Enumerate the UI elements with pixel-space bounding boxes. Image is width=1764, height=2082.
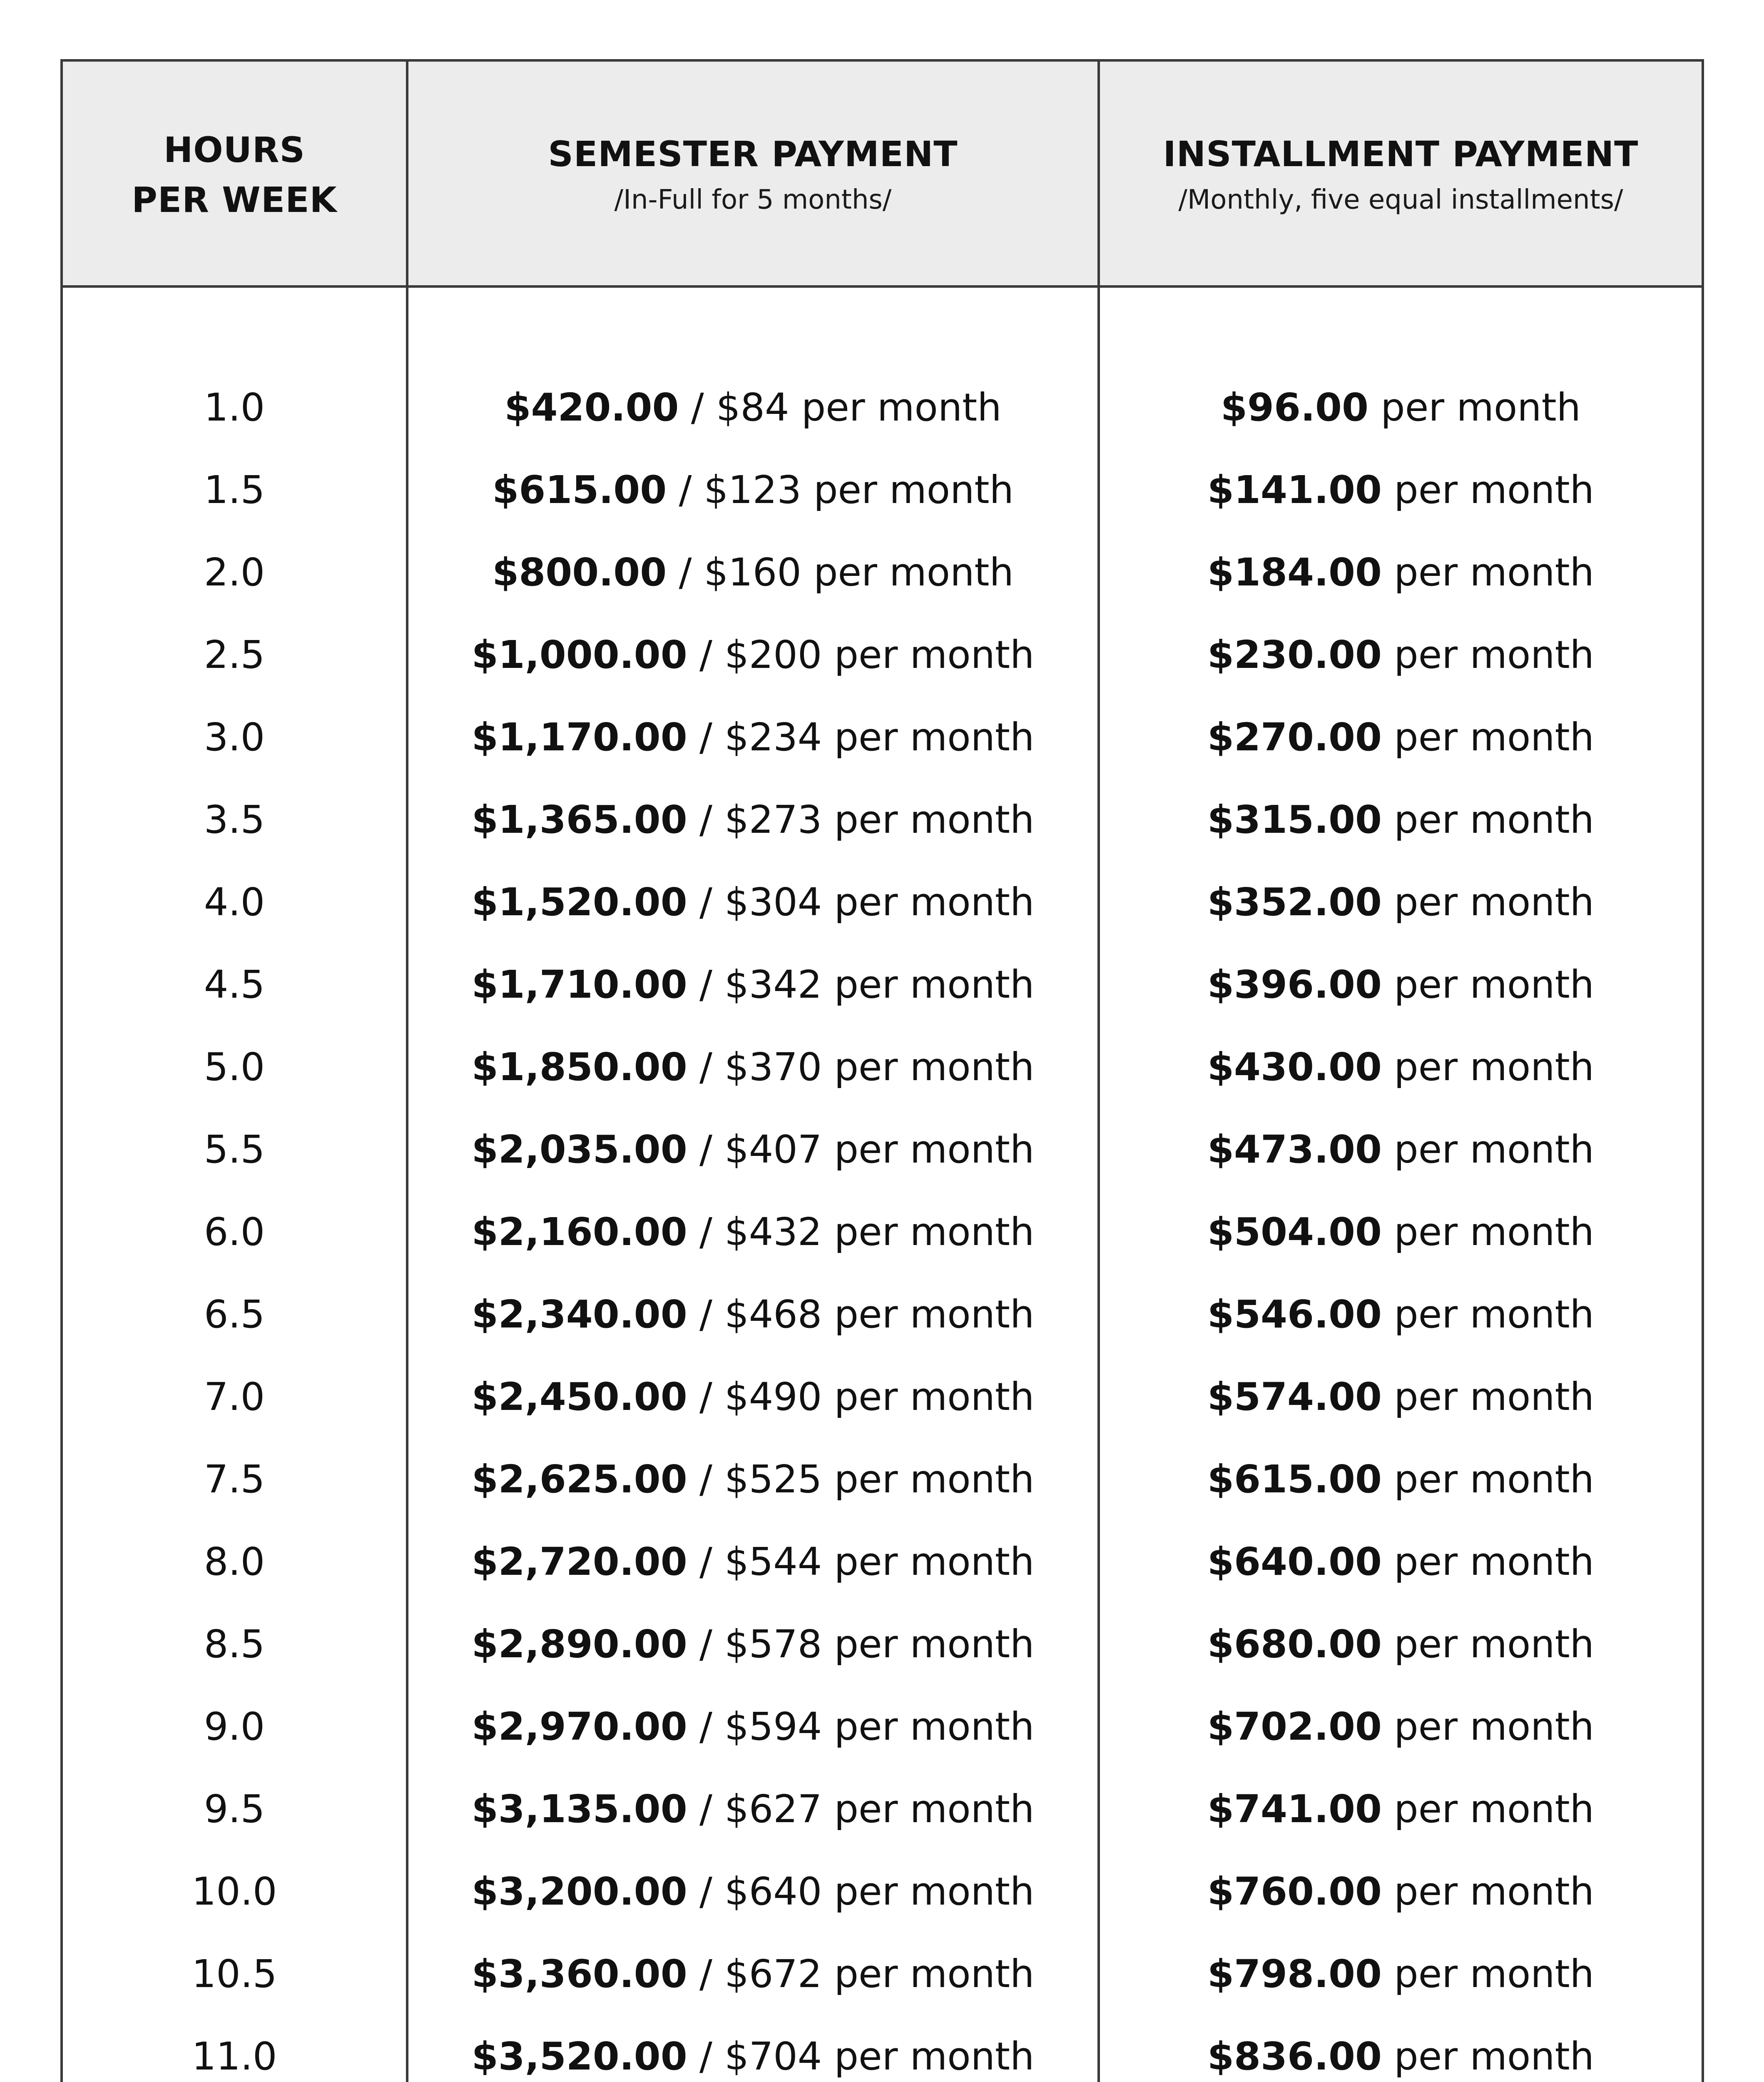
table-row [63,696,1702,778]
hours-cell [63,1438,406,1520]
installment-payment-cell [1100,861,1702,943]
semester-payment-cell [408,1438,1097,1520]
hours-value: 2.5 [204,632,265,677]
per-month-label: per month [1382,1539,1594,1584]
table-row [63,1026,1702,1108]
per-month-label: per month [1382,715,1594,760]
per-month-label: per month [822,1869,1035,1914]
semester-total: $2,720.00 [471,1539,687,1584]
semester-total: $3,520.00 [471,2034,687,2079]
hours-value: 4.0 [204,879,265,924]
semester-payment-cell [408,1273,1097,1355]
semester-total: $3,360.00 [471,1951,687,1996]
semester-monthly: $160 [704,550,801,595]
semester-monthly: $468 [724,1292,822,1337]
hours-value: 10.5 [192,1951,277,1996]
semester-total: $1,520.00 [471,879,687,924]
table-row [63,531,1702,613]
table-row [63,613,1702,696]
semester-payment-cell [408,1026,1097,1108]
per-month-label: per month [1382,550,1594,595]
table-row [63,1355,1702,1438]
semester-monthly: $273 [724,797,822,842]
semester-payment-cell [408,613,1097,696]
separator: / [679,385,716,430]
installment-payment-cell [1100,366,1702,448]
hours-cell [63,2015,406,2082]
header-hours-line1: HOURS [163,129,306,170]
semester-monthly: $525 [724,1457,822,1502]
per-month-label: per month [1382,1621,1594,1666]
per-month-label: per month [1382,1951,1594,1996]
installment-amount: $680.00 [1207,1621,1382,1666]
semester-total: $3,200.00 [471,1869,687,1914]
semester-total: $1,710.00 [471,962,687,1007]
semester-total: $1,365.00 [471,797,687,842]
semester-total: $2,450.00 [471,1374,687,1419]
per-month-label: per month [1382,1044,1594,1089]
hours-value: 3.0 [204,715,265,760]
separator: / [687,1869,725,1914]
installment-amount: $473.00 [1207,1127,1382,1172]
installment-amount: $798.00 [1207,1951,1382,1996]
per-month-label: per month [1382,1374,1594,1419]
hours-cell [63,366,406,448]
per-month-label: per month [822,1457,1035,1502]
semester-monthly: $304 [724,879,822,924]
hours-value: 9.0 [204,1704,265,1749]
separator: / [687,797,725,842]
semester-total: $3,135.00 [471,1786,687,1831]
separator: / [687,879,725,924]
hours-value: 10.0 [192,1869,277,1914]
hours-value: 1.5 [204,467,265,512]
semester-monthly: $234 [724,715,822,760]
installment-payment-cell [1100,1685,1702,1768]
table-row [63,1273,1702,1355]
installment-amount: $640.00 [1207,1539,1382,1584]
hours-value: 6.5 [204,1292,265,1337]
installment-payment-cell [1100,1768,1702,1850]
per-month-label: per month [1382,1127,1594,1172]
semester-total: $2,970.00 [471,1704,687,1749]
hours-cell [63,1933,406,2015]
separator: / [687,1539,725,1584]
hours-cell [63,1850,406,1933]
semester-monthly: $84 [716,385,789,430]
table-row [63,1108,1702,1190]
semester-monthly: $704 [724,2034,822,2079]
per-month-label: per month [1382,1457,1594,1502]
header-installment-subtitle: /Monthly, five equal installments/ [1178,184,1623,215]
semester-monthly: $490 [724,1374,822,1419]
header-installment-payment [1100,62,1702,288]
per-month-label: per month [822,1786,1035,1831]
separator: / [687,1457,725,1502]
tuition-rate-table [60,59,1704,2082]
hours-cell [63,1273,406,1355]
separator: / [687,1127,725,1172]
hours-cell [63,1768,406,1850]
per-month-label: per month [1382,467,1594,512]
hours-value: 6.0 [204,1209,265,1254]
per-month-label: per month [822,1209,1035,1254]
hours-value: 8.0 [204,1539,265,1584]
installment-payment-cell [1100,1273,1702,1355]
header-hours-per-week [63,62,406,288]
hours-cell [63,778,406,861]
semester-monthly: $407 [724,1127,822,1172]
installment-amount: $760.00 [1207,1869,1382,1914]
semester-monthly: $578 [724,1621,822,1666]
separator: / [687,632,725,677]
table-row [63,1768,1702,1850]
hours-cell [63,1108,406,1190]
separator: / [687,1292,725,1337]
installment-amount: $230.00 [1207,632,1382,677]
per-month-label: per month [822,715,1035,760]
per-month-label: per month [801,467,1014,512]
installment-amount: $270.00 [1207,715,1382,760]
per-month-label: per month [822,797,1035,842]
header-hours-line2: PER WEEK [132,179,337,220]
per-month-label: per month [822,1292,1035,1337]
installment-amount: $315.00 [1207,797,1382,842]
installment-amount: $702.00 [1207,1704,1382,1749]
table-row [63,778,1702,861]
hours-value: 3.5 [204,797,265,842]
per-month-label: per month [801,550,1014,595]
installment-payment-cell [1100,1108,1702,1190]
table-row [63,1850,1702,1933]
installment-amount: $141.00 [1207,467,1382,512]
installment-amount: $836.00 [1207,2034,1382,2079]
separator: / [687,715,725,760]
semester-monthly: $123 [704,467,801,512]
header-semester-payment [408,62,1097,288]
semester-monthly: $594 [724,1704,822,1749]
installment-payment-cell [1100,531,1702,613]
semester-payment-cell [408,1520,1097,1603]
hours-value: 7.0 [204,1374,265,1419]
semester-monthly: $627 [724,1786,822,1831]
hours-value: 4.5 [204,962,265,1007]
hours-cell [63,531,406,613]
hours-cell [63,696,406,778]
installment-amount: $504.00 [1207,1209,1382,1254]
hours-value: 9.5 [204,1786,265,1831]
semester-total: $800.00 [492,550,667,595]
semester-payment-cell [408,778,1097,861]
table-row [63,2015,1702,2082]
separator: / [687,1621,725,1666]
per-month-label: per month [822,879,1035,924]
hours-cell [63,1026,406,1108]
table-row [63,1190,1702,1273]
hours-cell [63,1355,406,1438]
installment-amount: $184.00 [1207,550,1382,595]
per-month-label: per month [822,1704,1035,1749]
semester-total: $2,890.00 [471,1621,687,1666]
installment-payment-cell [1100,1850,1702,1933]
semester-payment-cell [408,1108,1097,1190]
installment-payment-cell [1100,778,1702,861]
semester-monthly: $200 [724,632,822,677]
hours-cell [63,1520,406,1603]
installment-payment-cell [1100,1603,1702,1685]
separator: / [687,1704,725,1749]
per-month-label: per month [822,2034,1035,2079]
installment-payment-cell [1100,1355,1702,1438]
installment-payment-cell [1100,1026,1702,1108]
hours-cell [63,1685,406,1768]
separator: / [687,1209,725,1254]
installment-payment-cell [1100,1933,1702,2015]
table-row [63,1603,1702,1685]
installment-amount: $574.00 [1207,1374,1382,1419]
table-header [63,62,1702,288]
semester-payment-cell [408,1190,1097,1273]
hours-value: 7.5 [204,1457,265,1502]
semester-payment-cell [408,1603,1097,1685]
installment-payment-cell [1100,1190,1702,1273]
per-month-label: per month [1382,797,1594,842]
semester-total: $1,170.00 [471,715,687,760]
separator: / [687,962,725,1007]
semester-total: $2,625.00 [471,1457,687,1502]
per-month-label: per month [822,1621,1035,1666]
semester-payment-cell [408,531,1097,613]
semester-payment-cell [408,696,1097,778]
semester-monthly: $544 [724,1539,822,1584]
hours-value: 11.0 [192,2034,277,2079]
hours-cell [63,943,406,1026]
table-row [63,1520,1702,1603]
hours-cell [63,613,406,696]
per-month-label: per month [789,385,1002,430]
semester-monthly: $432 [724,1209,822,1254]
header-semester-subtitle: /In-Full for 5 months/ [614,184,892,215]
per-month-label: per month [1382,1869,1594,1914]
table-row [63,943,1702,1026]
semester-total: $2,160.00 [471,1209,687,1254]
installment-payment-cell [1100,1438,1702,1520]
installment-amount: $396.00 [1207,962,1382,1007]
hours-value: 8.5 [204,1621,265,1666]
table-row [63,366,1702,448]
semester-total: $615.00 [492,467,667,512]
semester-payment-cell [408,448,1097,531]
per-month-label: per month [1368,385,1581,430]
semester-payment-cell [408,943,1097,1026]
per-month-label: per month [1382,1292,1594,1337]
semester-payment-cell [408,1850,1097,1933]
installment-amount: $352.00 [1207,879,1382,924]
semester-payment-cell [408,1355,1097,1438]
per-month-label: per month [822,1127,1035,1172]
separator: / [687,1044,725,1089]
per-month-label: per month [1382,632,1594,677]
installment-amount: $546.00 [1207,1292,1382,1337]
hours-value: 2.0 [204,550,265,595]
semester-total: $420.00 [504,385,679,430]
separator: / [667,550,704,595]
per-month-label: per month [822,1539,1035,1584]
semester-monthly: $370 [724,1044,822,1089]
table-row [63,1685,1702,1768]
semester-payment-cell [408,1768,1097,1850]
per-month-label: per month [1382,879,1594,924]
hours-value: 5.5 [204,1127,265,1172]
table-row [63,1438,1702,1520]
per-month-label: per month [822,1044,1035,1089]
table-row [63,448,1702,531]
semester-total: $2,035.00 [471,1127,687,1172]
separator: / [687,1786,725,1831]
hours-cell [63,861,406,943]
per-month-label: per month [1382,1209,1594,1254]
installment-payment-cell [1100,943,1702,1026]
hours-cell [63,1603,406,1685]
installment-payment-cell [1100,1520,1702,1603]
table-body [63,366,1702,2082]
per-month-label: per month [822,1951,1035,1996]
installment-amount: $96.00 [1221,385,1369,430]
semester-total: $1,000.00 [471,632,687,677]
semester-total: $1,850.00 [471,1044,687,1089]
installment-payment-cell [1100,613,1702,696]
hours-cell [63,448,406,531]
header-installment-title: INSTALLMENT PAYMENT [1163,133,1639,174]
semester-payment-cell [408,2015,1097,2082]
installment-payment-cell [1100,2015,1702,2082]
per-month-label: per month [822,632,1035,677]
per-month-label: per month [1382,2034,1594,2079]
installment-amount: $615.00 [1207,1457,1382,1502]
semester-payment-cell [408,1933,1097,2015]
installment-payment-cell [1100,696,1702,778]
installment-payment-cell [1100,448,1702,531]
hours-value: 5.0 [204,1044,265,1089]
table-row [63,1933,1702,2015]
separator: / [667,467,704,512]
per-month-label: per month [822,1374,1035,1419]
installment-amount: $741.00 [1207,1786,1382,1831]
separator: / [687,2034,725,2079]
per-month-label: per month [822,962,1035,1007]
separator: / [687,1951,725,1996]
installment-amount: $430.00 [1207,1044,1382,1089]
separator: / [687,1374,725,1419]
semester-payment-cell [408,1685,1097,1768]
per-month-label: per month [1382,1786,1594,1831]
table-row [63,861,1702,943]
hours-value: 1.0 [204,385,265,430]
semester-payment-cell [408,861,1097,943]
semester-total: $2,340.00 [471,1292,687,1337]
semester-payment-cell [408,366,1097,448]
hours-cell [63,1190,406,1273]
semester-monthly: $672 [724,1951,822,1996]
header-semester-title: SEMESTER PAYMENT [548,133,958,174]
per-month-label: per month [1382,962,1594,1007]
semester-monthly: $342 [724,962,822,1007]
per-month-label: per month [1382,1704,1594,1749]
semester-monthly: $640 [724,1869,822,1914]
